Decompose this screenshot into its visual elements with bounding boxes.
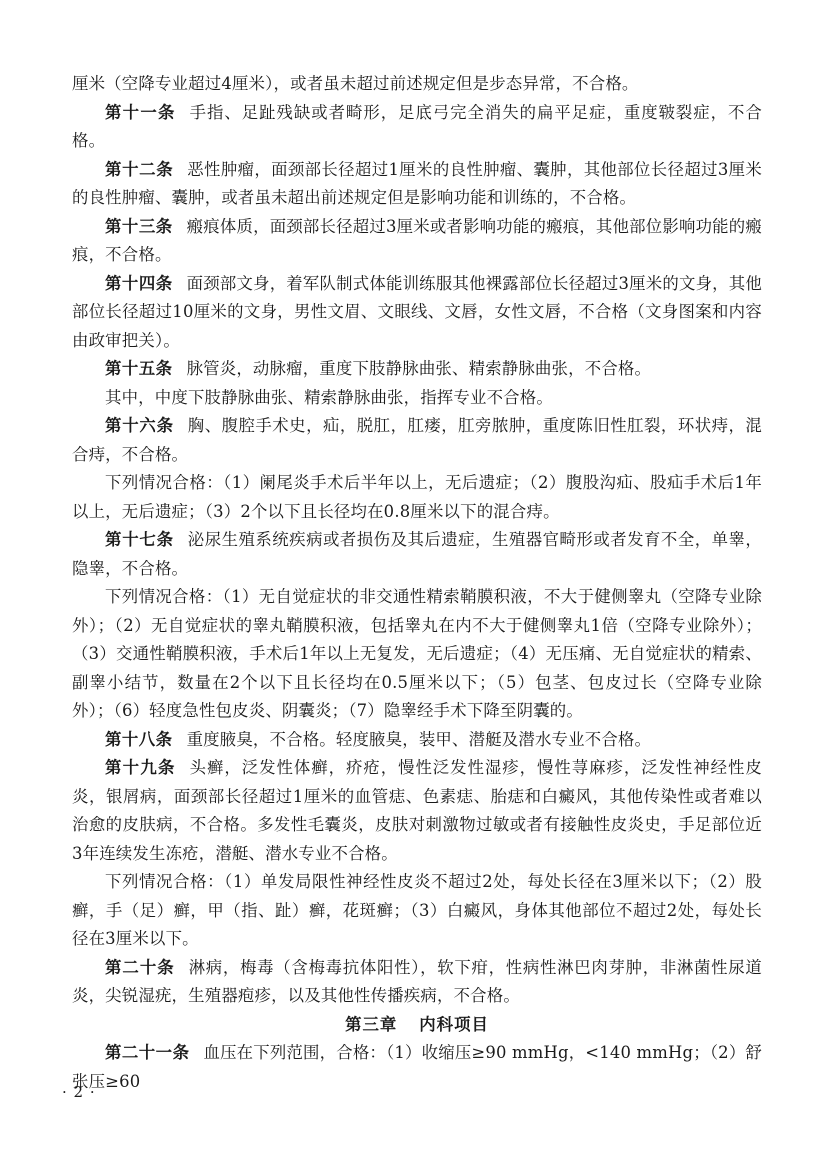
paragraph (72, 213, 762, 270)
paragraph-text: 其中，中度下肢静脉曲张、精索静脉曲张，指挥专业不合格。 (105, 387, 553, 407)
page-number: · 2 · (62, 1083, 96, 1101)
paragraph (72, 355, 762, 384)
paragraph-list (72, 70, 762, 1011)
paragraph-text: 手指、足趾残缺或者畸形，足底弓完全消失的扁平足症，重度皲裂症，不合格。 (72, 102, 762, 150)
paragraph (72, 412, 762, 469)
article-title: 第十三条 (105, 216, 173, 236)
paragraph (72, 726, 762, 755)
paragraph (72, 954, 762, 1011)
paragraph-text: 重度腋臭，不合格。轻度腋臭，装甲、潜艇及潜水专业不合格。 (186, 729, 652, 749)
paragraph (72, 270, 762, 356)
chapter-heading (72, 1011, 762, 1040)
paragraph (72, 526, 762, 583)
paragraph (72, 469, 762, 526)
paragraph-text: 淋病，梅毒（含梅毒抗体阳性），软下疳，性病性淋巴肉芽肿，非淋菌性尿道炎，尖锐湿疣，生殖器疱疹，以及其他性传播疾病，不合格。 (72, 957, 763, 1005)
paragraph (72, 384, 762, 413)
paragraph-text: 厘米（空降专业超过4厘米），或者虽未超过前述规定但是步态异常，不合格。 (72, 74, 639, 93)
article-title: 第十一条 (105, 102, 176, 122)
paragraph-text: 瘢痕体质，面颈部长径超过3厘米或者影响功能的瘢痕，其他部位影响功能的瘢痕，不合格。 (72, 216, 762, 264)
article-title: 第十七条 (105, 530, 174, 549)
article-text: 血压在下列范围，合格：（1）收缩压≥90 mmHg，<140 mmHg；（2）舒张压≥60 (72, 1043, 763, 1091)
paragraph-text: 头癣，泛发性体癣，疥疮，慢性泛发性湿疹，慢性荨麻疹，泛发性神经性皮炎，银屑病，面颈部长径超过1厘米的血管痣、色素痣、胎痣和白癜风，其他传染性或者难以治愈的皮肤病，不合格。多发性毛囊炎，皮肤对刺激物过敏或者有接触性皮炎史，手足部位近3年连续发生冻疮，潜艇、潜水专业不合格。 (72, 758, 762, 863)
paragraph-text: 下列情况合格：（1）无自觉症状的非交通性精索鞘膜积液，不大于健侧睾丸（空降专业除外）；（2）无自觉症状的睾丸鞘膜积液，包括睾丸在内不大于健侧睾丸1倍（空降专业除外）；（3）交通性鞘膜积液，手术后1年以上无复发，无后遗症；（4）无压痛、无自觉症状的精索、副睾小结节，数量在2个以下且长径均在0.5厘米以下；（5）包茎、包皮过长（空降专业除外）；（6）轻度急性包皮炎、阴囊炎；（7）隐睾经手术下降至阴囊的。 (72, 587, 762, 720)
paragraph-text: 下列情况合格：（1）阑尾炎手术后半年以上，无后遗症；（2）腹股沟疝、股疝手术后1年以上，无后遗症；（3）2个以下且长径均在0.8厘米以下的混合痔。 (72, 473, 762, 521)
article-title: 第十四条 (105, 273, 173, 293)
article-title: 第十六条 (105, 416, 174, 435)
article-title: 第十五条 (105, 359, 173, 378)
article-title: 第十九条 (105, 758, 176, 777)
article-title: 第十八条 (105, 729, 173, 749)
paragraph (72, 99, 762, 156)
article-title: 第二十一条 (105, 1043, 190, 1062)
paragraph-text: 胸、腹腔手术史，疝，脱肛，肛瘘，肛旁脓肿，重度陈旧性肛裂，环状痔，混合痔，不合格。 (72, 416, 762, 464)
chapter-number: 第三章 (345, 1014, 398, 1034)
paragraph (72, 583, 762, 726)
article-21-paragraph (72, 1039, 762, 1096)
paragraph-text: 恶性肿瘤，面颈部长径超过1厘米的良性肿瘤、囊肿，其他部位长径超过3厘米的良性肿瘤、囊肿，或者虽未超出前述规定但是影响功能和训练的，不合格。 (72, 159, 763, 207)
chapter-name: 内科项目 (419, 1014, 489, 1034)
paragraph-text: 泌尿生殖系统疾病或者损伤及其后遗症，生殖器官畸形或者发育不全，单睾，隐睾，不合格。 (72, 530, 762, 578)
article-title: 第十二条 (105, 159, 174, 179)
paragraph-text: 面颈部文身，着军队制式体能训练服其他裸露部位长径超过3厘米的文身，其他部位长径超过10厘米的文身，男性文眉、文眼线、文唇，女性文唇，不合格（文身图案和内容由政审把关）。 (72, 273, 762, 350)
paragraph (72, 868, 762, 954)
paragraph-text: 下列情况合格：（1）单发局限性神经性皮炎不超过2处，每处长径在3厘米以下；（2）股癣，手（足）癣，甲（指、趾）癣，花斑癣；（3）白癜风，身体其他部位不超过2处，每处长径在3厘米以下。 (72, 872, 762, 948)
paragraph (72, 70, 762, 99)
paragraph (72, 754, 762, 868)
document-body (72, 70, 762, 1096)
paragraph (72, 156, 762, 213)
article-title: 第二十条 (105, 957, 175, 977)
paragraph-text: 脉管炎，动脉瘤，重度下肢静脉曲张、精索静脉曲张，不合格。 (186, 359, 652, 378)
